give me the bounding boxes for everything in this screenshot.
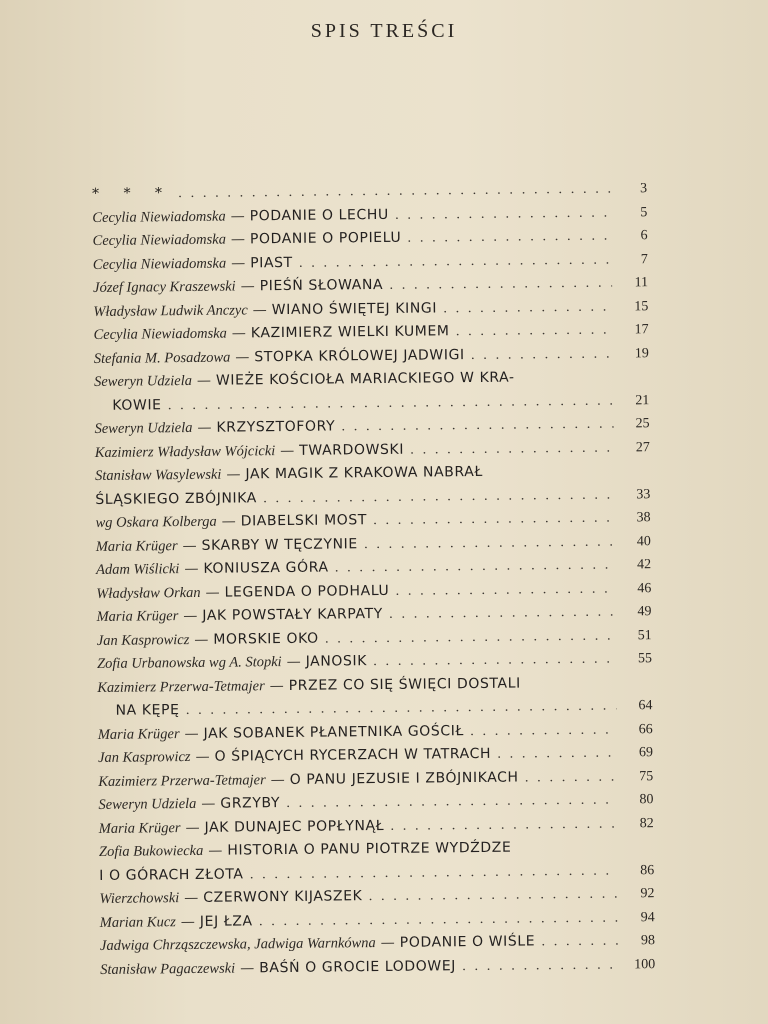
entry-title: DIABELSKI MOST (240, 512, 368, 530)
leader-dots (389, 272, 612, 298)
page-number: 49 (637, 604, 652, 620)
leader-dots (497, 742, 617, 767)
entry-title: PIEŚŃ SŁOWANA (259, 276, 384, 295)
entry-author: Maria Krüger (98, 819, 181, 837)
page-number: 21 (635, 392, 650, 408)
page-number: 46 (637, 580, 652, 596)
entry-author: Cecylia Niewiadomska (92, 208, 226, 226)
em-dash: — (180, 913, 195, 930)
em-dash: — (221, 513, 236, 530)
entry-author: wg Oskara Kolberga (95, 513, 217, 531)
leader-dots (470, 718, 617, 743)
entry-title: HISTORIA O PANU PIOTRZE WYDŹDZE (227, 839, 512, 859)
em-dash: — (196, 372, 212, 389)
leader-dots (389, 601, 616, 627)
page-number: 27 (635, 439, 650, 455)
page-number: 6 (640, 228, 648, 244)
em-dash: — (231, 325, 246, 342)
em-dash: — (240, 278, 255, 295)
entry-author: Cecylia Niewiadomska (92, 255, 227, 273)
entry-title: GRZYBY (220, 795, 281, 812)
entry-title: PODANIE O LECHU (249, 206, 389, 224)
em-dash: — (230, 231, 245, 248)
em-dash: — (184, 889, 199, 907)
em-dash: — (270, 771, 285, 788)
entry-title: KONIUSZA GÓRA (203, 559, 329, 577)
entry-title-continuation: ŚLĄSKIEGO ZBÓJNIKA (95, 489, 258, 508)
leader-dots (390, 812, 618, 838)
page-number: 38 (636, 510, 651, 526)
toc-entry (99, 835, 654, 888)
em-dash: — (184, 725, 199, 742)
entry-title-continuation: I O GÓRACH ZŁOTA (99, 865, 244, 884)
entry-title: STOPKA KRÓLOWEJ JADWIGI (254, 346, 465, 365)
leader-dots (541, 930, 619, 954)
em-dash: — (197, 419, 212, 436)
page-number: 100 (634, 956, 656, 972)
entry-author: Kazimierz Przerwa-Tetmajer (97, 677, 265, 696)
em-dash: — (269, 677, 284, 694)
leader-dots (395, 201, 612, 227)
entry-author: Jadwiga Chrząszczewska, Jadwiga Warnkówna (99, 935, 376, 954)
em-dash: — (240, 959, 255, 976)
em-dash: — (252, 301, 267, 318)
em-dash: — (286, 653, 301, 670)
entry-title: TWARDOWSKI (299, 441, 405, 459)
entry-title: KRZYSZTOFORY (216, 418, 336, 436)
entry-title: JAK MAGIK Z KRAKOWA NABRAŁ (245, 463, 483, 483)
leader-dots (525, 765, 618, 789)
page-number: 94 (640, 909, 655, 925)
page-number: 55 (637, 651, 653, 667)
entry-author: Kazimierz Władysław Wójcicki (94, 442, 276, 461)
leader-dots (407, 225, 612, 251)
page-number: 82 (639, 815, 654, 831)
entry-author: Seweryn Udziela (94, 419, 193, 437)
entry-title: JAK POWSTAŁY KARPATY (202, 605, 383, 624)
page-number: 40 (636, 533, 651, 549)
toc-entry (97, 671, 652, 724)
em-dash: — (235, 348, 250, 366)
leader-dots (299, 248, 612, 275)
entry-title: JAK DUNAJEC POPŁYNĄŁ (204, 817, 385, 836)
em-dash: — (230, 207, 245, 225)
entry-author: Józef Ignacy Kraszewski (93, 278, 236, 296)
em-dash: — (231, 254, 246, 272)
entry-title: PODANIE O WIŚLE (399, 933, 536, 951)
entry-author: Zofia Urbanowska wg A. Stopki (96, 654, 282, 672)
leader-dots (325, 624, 616, 651)
entry-author: Maria Krüger (97, 725, 180, 743)
entry-author: Stefania M. Posadzowa (93, 349, 231, 367)
page-number: 25 (635, 416, 650, 432)
em-dash: — (182, 537, 197, 554)
page-number: 98 (640, 933, 656, 949)
entry-author: Kazimierz Przerwa-Tetmajer (98, 771, 266, 790)
leader-dots (410, 436, 614, 462)
entry-author: Maria Krüger (95, 537, 178, 555)
leader-dots (335, 554, 616, 580)
page-number: 51 (637, 627, 652, 643)
leader-dots (373, 648, 616, 674)
em-dash: — (380, 934, 395, 952)
entry-title-continuation: NA KĘPĘ (115, 702, 180, 719)
page-number: 86 (640, 862, 655, 878)
entry-author: Władysław Orkan (96, 584, 201, 602)
page-number: 80 (639, 792, 654, 808)
table-of-contents (92, 177, 655, 982)
entry-author: Seweryn Udziela (98, 795, 197, 813)
entry-title: CZERWONY KIJASZEK (203, 888, 363, 906)
entry-author: Zofia Bukowiecka (98, 842, 204, 860)
entry-author: Jan Kasprowicz (96, 631, 190, 649)
leader-dots (341, 413, 614, 439)
leader-dots (368, 883, 618, 909)
leader-dots (373, 507, 615, 533)
entry-author: Wierzchowski (99, 890, 180, 907)
page-number: 15 (634, 298, 649, 314)
entry-title: JAK SOBANEK PŁANETNIKA GOŚCIŁ (203, 722, 465, 742)
asterism: * * * (92, 185, 173, 202)
page-number: 5 (640, 204, 648, 220)
page-number: 66 (638, 721, 653, 737)
em-dash: — (226, 466, 241, 483)
entry-title: PRZEZ CO SIĘ ŚWIĘCI DOSTALI (288, 675, 521, 694)
entry-title: MORSKIE OKO (213, 630, 319, 648)
toc-row (100, 953, 655, 982)
em-dash: — (208, 842, 223, 859)
em-dash: — (184, 560, 199, 578)
entry-author: Cecylia Niewiadomska (93, 325, 227, 343)
page-number: 3 (640, 181, 648, 197)
em-dash: — (280, 442, 295, 459)
page-number: 7 (640, 251, 648, 267)
toc-entry (100, 953, 655, 982)
entry-title: PIAST (250, 254, 293, 271)
em-dash: — (195, 748, 210, 765)
em-dash: — (201, 795, 216, 812)
page-number: 75 (639, 768, 654, 784)
leader-dots (455, 319, 612, 344)
entry-title-continuation: KOWIE (112, 396, 162, 414)
entry-title: WIANO ŚWIĘTEJ KINGI (271, 299, 438, 318)
entry-title: LEGENDA O PODHALU (224, 582, 390, 601)
leader-dots (462, 953, 620, 978)
page-number: 33 (636, 486, 651, 502)
entry-title: KAZIMIERZ WIELKI KUMEM (250, 323, 450, 342)
leader-dots (286, 789, 618, 816)
entry-author: Stanisław Wasylewski (94, 466, 222, 484)
entry-title: SKARBY W TĘCZYNIE (201, 535, 358, 554)
entry-title: O PANU JEZUSIE I ZBÓJNIKACH (289, 769, 519, 788)
entry-author: Maria Krüger (96, 608, 179, 625)
em-dash: — (205, 584, 220, 601)
toc-entry (95, 459, 650, 512)
page-number: 19 (634, 345, 649, 361)
em-dash: — (185, 819, 200, 836)
toc-entry (94, 365, 649, 418)
entry-author: Władysław Ludwik Anczyc (93, 301, 248, 320)
entry-title: PODANIE O POPIELU (249, 229, 402, 248)
entry-author: Seweryn Udziela (94, 372, 193, 390)
entry-title: BAŚŃ O GROCIE LODOWEJ (259, 957, 457, 976)
entry-author: Adam Wiślicki (95, 561, 180, 578)
page-number: 69 (638, 745, 654, 761)
page-number: 42 (636, 557, 652, 573)
page-number: 17 (634, 322, 649, 338)
page-number: 11 (634, 275, 649, 291)
entry-title: JANOSIK (305, 653, 368, 670)
entry-author: Marian Kucz (99, 913, 176, 931)
entry-author: Cecylia Niewiadomska (92, 231, 226, 249)
leader-dots (471, 342, 613, 367)
page-number: 64 (638, 698, 653, 714)
page-title: SPIS TREŚCI (310, 20, 458, 42)
entry-author: Jan Kasprowicz (97, 749, 191, 766)
leader-dots (395, 577, 615, 603)
leader-dots (364, 530, 615, 556)
page-number: 92 (640, 886, 655, 902)
entry-title: O ŚPIĄCYCH RYCERZACH W TATRACH (214, 745, 492, 765)
em-dash: — (183, 607, 198, 625)
leader-dots (443, 295, 613, 320)
entry-title: JEJ ŁZA (199, 912, 253, 930)
em-dash: — (194, 631, 209, 648)
entry-title: WIEŻE KOŚCIOŁA MARIACKIEGO W KRA- (215, 369, 515, 389)
entry-author: Stanisław Pagaczewski (100, 960, 236, 978)
